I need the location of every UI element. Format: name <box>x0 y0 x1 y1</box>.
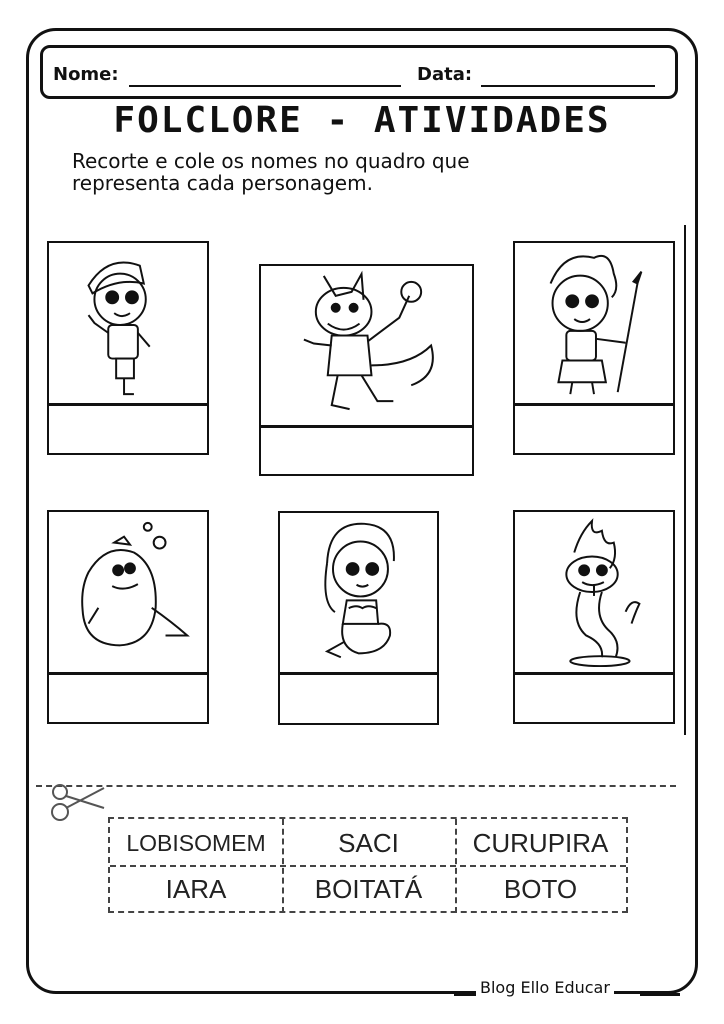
cutout-label-saci[interactable]: SACI <box>338 828 399 858</box>
character-card-curupira <box>513 241 675 455</box>
character-card-lobisomem <box>259 264 474 476</box>
scissors-icon <box>48 782 106 822</box>
boto-drawing-icon <box>49 512 207 675</box>
instructions-line-2: representa cada personagem. <box>72 171 373 195</box>
cutout-label-iara[interactable]: IARA <box>165 874 227 904</box>
character-card-boitata <box>513 510 675 724</box>
name-label: Nome: <box>53 64 119 85</box>
cut-line <box>36 785 676 787</box>
footer-rule-right <box>640 993 680 996</box>
cutout-labels-grid <box>108 817 628 913</box>
instructions-line-1: Recorte e cole os nomes no quadro que <box>72 149 470 173</box>
cutout-label-boto[interactable]: BOTO <box>503 874 578 904</box>
curupira-drawing-icon <box>515 243 673 406</box>
character-card-boto <box>47 510 209 724</box>
name-date-box <box>40 45 678 99</box>
cutout-label-boitata[interactable]: BOITATÁ <box>314 874 423 904</box>
character-card-saci <box>47 241 209 455</box>
saci-drawing-icon <box>49 243 207 406</box>
character-card-iara <box>278 511 439 725</box>
name-field[interactable] <box>129 85 401 87</box>
lobisomem-drawing-icon <box>261 266 472 428</box>
iara-drawing-icon <box>280 513 437 675</box>
footer-credit: Blog Ello Educar <box>476 978 614 997</box>
instructions <box>72 150 632 194</box>
cutout-label-lobisomem[interactable]: LOBISOMEM <box>126 830 266 856</box>
date-label: Data: <box>417 64 473 85</box>
right-margin-line <box>684 225 686 735</box>
boitata-drawing-icon <box>515 512 673 675</box>
page-title: FOLCLORE - ATIVIDADES <box>113 100 611 141</box>
date-field[interactable] <box>481 85 655 87</box>
cutout-label-curupira[interactable]: CURUPIRA <box>472 828 609 858</box>
